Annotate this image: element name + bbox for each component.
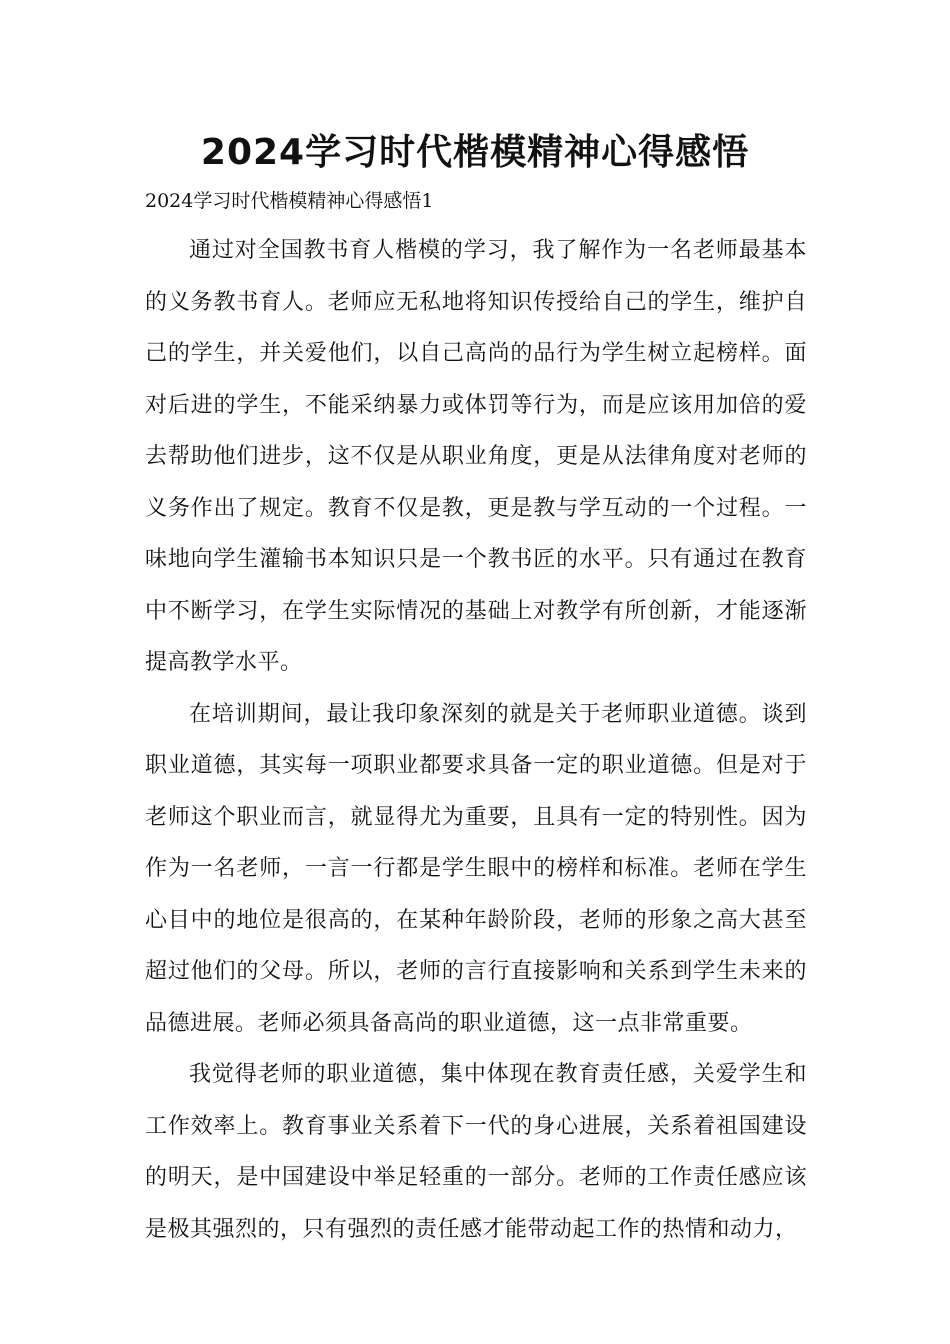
paragraph-2: 在培训期间，最让我印象深刻的就是关于老师职业道德。谈到职业道德，其实每一项职业都要求具备一定的职业道德。但是对于老师这个职业而言，就显得尤为重要，且具有一定的特别性。因为作为一名老师，一言一行都是学生眼中的榜样和标准。老师在学生心目中的地位是很高的，在某种年龄阶段，老师的形象之高大甚至超过他们的父母。所以，老师的言行直接影响和关系到学生未来的品德进展。老师必须具备高尚的职业道德，这一点非常重要。 <box>145 701 807 1036</box>
document-title: 2024学习时代楷模精神心得感悟 <box>200 132 750 173</box>
paragraph-3: 我觉得老师的职业道德，集中体现在教育责任感，关爱学生和工作效率上。教育事业关系着下一代的身心进展，关系着祖国建设的明天，是中国建设中举足轻重的一部分。老师的工作责任感应该是极其强烈的，只有强烈的责任感才能带动起工作的热情和动力， <box>145 1062 807 1242</box>
paragraph-1: 通过对全国教书育人楷模的学习，我了解作为一名老师最基本的义务教书育人。老师应无私地将知识传授给自己的学生，维护自己的学生，并关爱他们，以自己高尚的品行为学生树立起榜样。面对后进的学生，不能采纳暴力或体罚等行为，而是应该用加倍的爱去帮助他们进步，这不仅是从职业角度，更是从法律角度对老师的义务作出了规定。教育不仅是教，更是教与学互动的一个过程。一味地向学生灌输书本知识只是一个教书匠的水平。只有通过在教育中不断学习，在学生实际情况的基础上对教学有所创新，才能逐渐提高教学水平。 <box>145 238 807 675</box>
section-heading: 2024学习时代楷模精神心得感悟1 <box>145 190 434 212</box>
document-body <box>145 225 807 1255</box>
